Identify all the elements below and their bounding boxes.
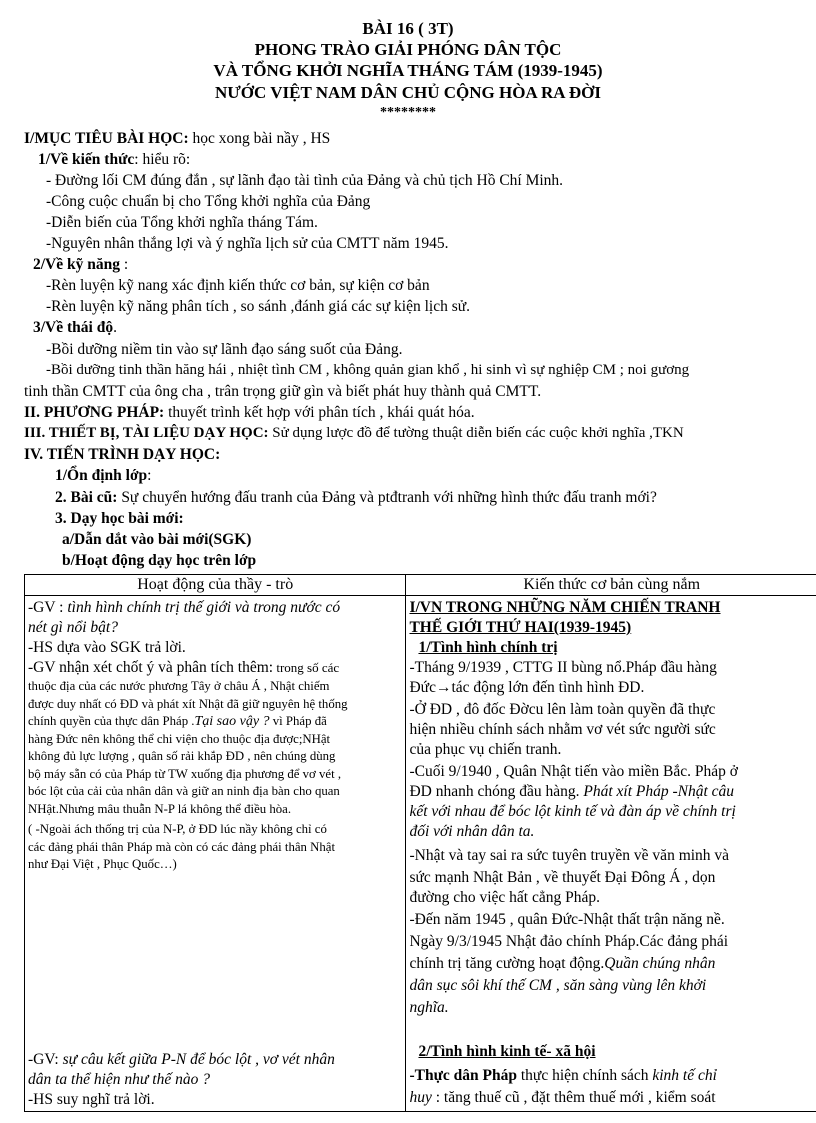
politics-line-2-a: Đức	[409, 679, 436, 696]
politics-line-7-b: Phát xít Pháp -Nhật câu	[583, 783, 735, 800]
section-objectives-text: học xong bài nầy , HS	[188, 130, 331, 147]
note-line-7: bóc lột của cải của nhân dân và giữ an ninh địa bàn cho quan	[28, 784, 340, 798]
politics-line-6: -Cuối 9/1940 , Quân Nhật tiến vào miền Bắc. Pháp ở	[409, 763, 738, 780]
attitude-item-1: -Bồi dưỡng niềm tin vào sự lãnh đạo sáng suốt của Đảng.	[46, 341, 403, 358]
politics-line-11: sức mạnh Nhật Bản , về thuyết Đại Đông Á , dọn	[409, 869, 716, 886]
economy-line-2-a: huy	[409, 1089, 432, 1106]
process-step-1	[55, 467, 151, 485]
hs-answer-1: -HS dựa vào SGK trả lời.	[28, 639, 186, 656]
subheading-politics: 1/Tình hình chính trị	[418, 639, 558, 656]
politics-line-16: dân sục sôi khí thế CM , săn sàng vùng lên khởi	[409, 977, 707, 994]
gv-question-2-cont: dân ta thể hiện như thế nào ?	[28, 1071, 210, 1088]
note-line-10: các đảng phái thân Pháp mà còn có các đảng phái thân Nhật	[28, 839, 336, 854]
hs-answer-2: -HS suy nghĩ trả lời.	[28, 1091, 155, 1108]
table-cell-activity	[25, 596, 406, 1112]
arrow-right-icon: →	[435, 679, 452, 696]
note-line-3-c: vì Pháp đã	[269, 714, 327, 728]
economy-line-1-b: thực hiện chính sách	[516, 1067, 653, 1084]
subheading-economy: 2/Tình hình kinh tế- xã hội	[418, 1043, 596, 1060]
gv-comment-text: -GV nhận xét chốt ý và phân tích thêm:	[28, 659, 274, 676]
economy-line-1-a: -Thực dân Pháp	[409, 1067, 517, 1084]
process-step-2-text: Sự chuyển hướng đấu tranh của Đảng và ptđtranh với những hình thức đấu tranh mới?	[117, 489, 657, 506]
knowledge-item-3: -Diễn biến của Tổng khởi nghĩa tháng Tám.	[46, 214, 318, 231]
title-line-3: NƯỚC VIỆT NAM DÂN CHỦ CỘNG HÒA RA ĐỜI	[215, 83, 601, 102]
note-line-5: không đủ lực lượng , quân số rải khắp ĐD , nên chúng dùng	[28, 749, 336, 763]
politics-line-2	[409, 678, 813, 698]
note-line-4: hàng Đức nên không thể chi viện cho thuộc địa được;NHật	[28, 731, 331, 746]
table-cell-knowledge	[406, 596, 816, 1112]
section-equipment-heading: III. THIẾT BỊ, TÀI LIỆU DẠY HỌC:	[24, 425, 269, 441]
attitude-item-2: -Bồi dưỡng tinh thần hăng hái , nhiệt tình CM , không quản gian khổ , hi sinh vì sự nghiệp CM ; noi gương	[46, 362, 690, 378]
politics-line-7-a: ĐD nhanh chóng đầu hàng.	[409, 783, 584, 800]
gv-question-2-text: sự câu kết giữa P-N để bóc lột , vơ vét nhân	[62, 1051, 335, 1068]
gv-question-1-text: tình hình chính trị thế giới và trong nước có	[67, 599, 341, 616]
skills-heading-label: 2/Về kỹ năng	[33, 256, 120, 273]
politics-line-4: hiện nhiều chính sách nhằm vơ vét sức người sức	[409, 721, 716, 738]
skills-item-2: -Rèn luyện kỹ năng phân tích , so sánh ,đánh giá các sự kiện lịch sử.	[46, 298, 471, 315]
politics-line-15-b: Quần chúng nhân	[604, 955, 716, 972]
economy-line-1-c: kinh tế chỉ	[652, 1067, 717, 1084]
title-line-1: PHONG TRÀO GIẢI PHÓNG DÂN TỘC	[254, 40, 562, 59]
gv-question-1-cont: nét gì nổi bật?	[28, 619, 118, 636]
note-line-1: thuộc địa của các nước phương Tây ở châu Á , Nhật chiếm	[28, 679, 330, 693]
title-line-2: VÀ TỔNG KHỞI NGHĨA THÁNG TÁM (1939-1945)	[213, 61, 603, 80]
politics-line-5: của phục vụ chiến tranh.	[409, 741, 562, 758]
section-process-heading: IV. TIẾN TRÌNH DẠY HỌC:	[24, 446, 221, 463]
lesson-number: BÀI 16 ( 3T)	[362, 19, 454, 38]
knowledge-item-4: -Nguyên nhân thắng lợi và ý nghĩa lịch sử của CMTT năm 1945.	[46, 235, 449, 252]
table-header-activity: Hoạt động của thầy - trò	[25, 575, 406, 596]
note-line-3-a: chính quyền của thực dân Pháp .	[28, 714, 195, 728]
politics-line-13: -Đến năm 1945 , quân Đức-Nhật thất trận năng nề.	[409, 911, 725, 928]
politics-line-10: -Nhật và tay sai ra sức tuyên truyền về văn minh và	[409, 847, 730, 864]
section-objectives-heading: I/MỤC TIÊU BÀI HỌC:	[24, 130, 189, 147]
gv-question-2	[28, 1050, 401, 1070]
politics-line-12: đường cho việc hất cẳng Pháp.	[409, 889, 600, 906]
note-line-8: NHật.Nhưng mâu thuẫn N-P lá không thể điều hòa.	[28, 801, 292, 816]
section-method-heading: II. PHƯƠNG PHÁP:	[24, 404, 165, 421]
politics-line-1: -Tháng 9/1939 , CTTG II bùng nổ.Pháp đầu hàng	[409, 659, 717, 676]
politics-line-3: -Ở ĐD , đô đốc Đờcu lên làm toàn quyền đã thực	[409, 701, 716, 718]
politics-line-7	[409, 782, 813, 802]
section-method-text: thuyết trình kết hợp với phân tích , khái quát hóa.	[164, 404, 475, 421]
process-step-2	[55, 489, 657, 507]
gv-question-1-label: -GV :	[28, 599, 68, 616]
note-line-9: ( -Ngoài ách thống trị của N-P, ở ĐD lúc nầy không chỉ có	[28, 822, 327, 836]
note-line-3	[28, 713, 401, 731]
heading-wartime: I/VN TRONG NHỮNG NĂM CHIẾN TRANH	[409, 599, 721, 616]
politics-line-15-a: chính trị tăng cường hoạt động.	[409, 955, 605, 972]
attitude-heading-label: 3/Về thái độ	[33, 319, 114, 336]
section-equipment	[24, 425, 684, 442]
attitude-heading-text: .	[113, 319, 117, 336]
gv-comment-small: trong số các	[273, 660, 340, 675]
knowledge-heading-text: : hiểu rõ:	[134, 151, 191, 168]
section-method	[24, 404, 475, 422]
gv-question-2-label: -GV:	[28, 1051, 63, 1068]
politics-line-14: Ngày 9/3/1945 Nhật đảo chính Pháp.Các đảng phái	[409, 933, 729, 950]
attitude-item-2-cont: tinh thần CMTT của ông cha , trân trọng giữ gìn và biết phát huy thành quả CMTT.	[24, 383, 542, 400]
activity-column	[25, 596, 405, 1111]
process-step-3b: b/Hoạt động dạy học trên lớp	[62, 552, 257, 569]
gv-question-1	[28, 598, 401, 618]
note-line-2: được duy nhất có ĐD và phát xít Nhật đã giữ nguyên hệ thống	[28, 696, 348, 711]
knowledge-heading	[38, 151, 190, 169]
politics-line-2-b: tác động lớn đến tình hình ĐD.	[451, 679, 645, 696]
economy-line-2-b: : tăng thuế cũ , đặt thêm thuế mới , kiểm soát	[431, 1089, 716, 1106]
attitude-heading	[33, 319, 117, 337]
heading-wartime-cont: THẾ GIỚI THỨ HAI(1939-1945)	[409, 619, 632, 636]
process-step-3a: a/Dẫn dắt vào bài mới(SGK)	[62, 531, 252, 548]
table-header-knowledge: Kiến thức cơ bản cùng nắm	[406, 575, 816, 596]
politics-line-17: nghĩa.	[409, 999, 449, 1016]
skills-item-1: -Rèn luyện kỹ nang xác định kiến thức cơ bản, sự kiện cơ bản	[46, 277, 430, 294]
title-stars: ********	[380, 105, 436, 120]
knowledge-heading-label: 1/Về kiến thức	[38, 151, 135, 168]
politics-line-15	[409, 954, 813, 974]
politics-line-9: đối với nhân dân ta.	[409, 823, 535, 840]
note-line-11: như Đại Việt , Phục Quốc…)	[28, 857, 177, 871]
economy-line-2	[409, 1088, 813, 1108]
knowledge-item-2: -Công cuộc chuẩn bị cho Tổng khởi nghĩa của Đảng	[46, 193, 371, 210]
skills-heading-text: :	[120, 256, 129, 273]
process-step-1-text: :	[147, 467, 152, 484]
skills-heading	[33, 256, 128, 274]
section-process	[24, 446, 220, 464]
section-objectives	[24, 130, 330, 148]
economy-line-1	[409, 1066, 813, 1086]
process-step-3: 3. Dạy học bài mới:	[55, 510, 184, 527]
note-line-3-b: Tại sao vậy ?	[194, 714, 270, 729]
knowledge-column	[406, 596, 816, 1111]
lesson-table	[24, 574, 816, 1112]
politics-line-8: kết với nhau để bóc lột kinh tế và đàn áp về chính trị	[409, 803, 736, 820]
note-line-6: bộ máy sẵn có của Pháp từ TW xuống địa phương để vơ vét ,	[28, 766, 342, 781]
process-step-2-label: 2. Bài cũ:	[55, 489, 118, 506]
knowledge-item-1: - Đường lối CM đúng đắn , sự lãnh đạo tài tình của Đảng và chủ tịch Hồ Chí Minh.	[46, 172, 564, 189]
process-step-1-label: 1/Ổn định lớp	[55, 467, 148, 484]
gv-comment	[28, 658, 401, 678]
section-equipment-text: Sử dụng lược đồ để tường thuật diễn biến các cuộc khởi nghĩa ,TKN	[268, 425, 684, 441]
